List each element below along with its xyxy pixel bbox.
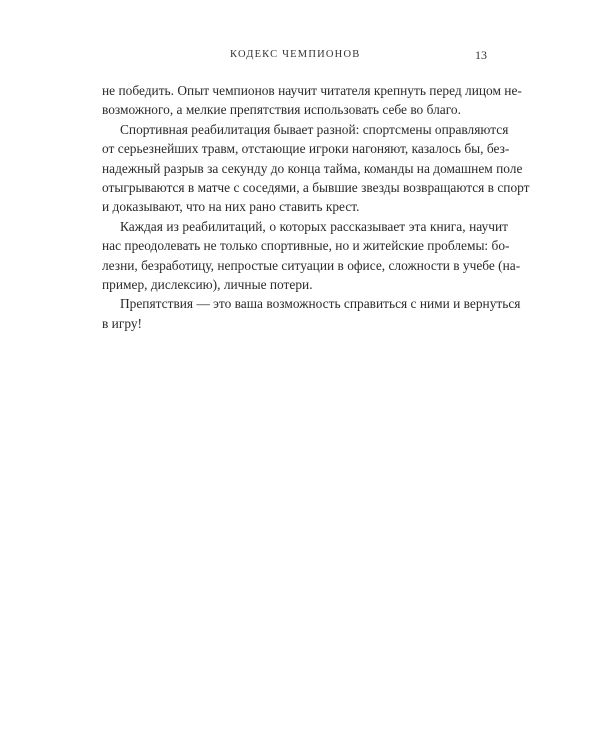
text-line: возможного, а мелкие препятствия использовать себе во благо. (102, 102, 461, 118)
page-number: 13 (475, 48, 487, 62)
text-line: не победить. Опыт чемпионов научит читателя крепнуть перед лицом не- (102, 83, 522, 98)
text-line: Препятствия — это ваша возможность справиться с ними и вернуться (120, 296, 521, 312)
text-line: и доказывают, что на них рано ставить крест. (102, 199, 360, 215)
text-line: лезни, безработицу, непростые ситуации в офисе, сложности в учебе (на- (102, 257, 521, 273)
text-line: пример, дислексию), личные потери. (102, 276, 313, 292)
body-text (102, 81, 530, 333)
text-line: от серьезнейших травм, отстающие игроки нагоняют, казалось бы, без- (102, 141, 510, 157)
text-line: нас преодолевать не только спортивные, но и житейские проблемы: бо- (102, 238, 510, 254)
running-header-title: КОДЕКС ЧЕМПИОНОВ (230, 49, 361, 60)
text-line: надежный разрыв за секунду до конца тайма, команды на домашнем поле (102, 160, 523, 176)
text-line: Спортивная реабилитация бывает разной: спортсмены оправляются (120, 121, 509, 137)
text-line: Каждая из реабилитаций, о которых рассказывает эта книга, научит (120, 218, 508, 234)
text-line: отыгрываются в матче с соседями, а бывшие звезды возвращаются в спорт (102, 179, 530, 195)
text-line: в игру! (102, 315, 143, 331)
